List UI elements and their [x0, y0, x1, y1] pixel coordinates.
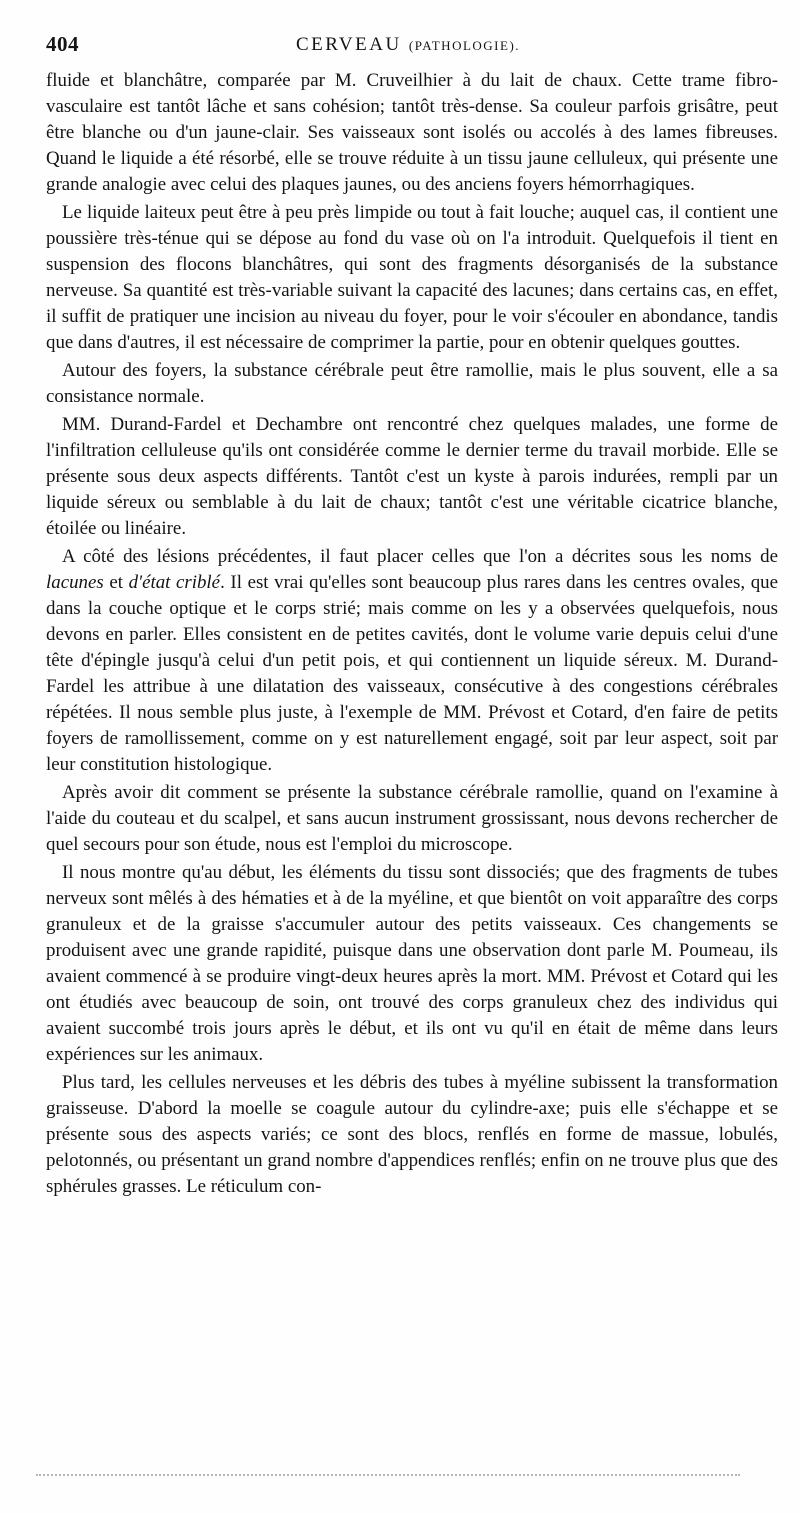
paragraph-6: Après avoir dit comment se présente la substance cérébrale ramollie, quand on l'examine à l'aide du couteau et du scalpel, et sans aucun instrument grossissant, nous devons rechercher de quel secours pour son étude, nous est l'emploi du microscope.: [46, 782, 778, 855]
paragraph-2: Le liquide laiteux peut être à peu près limpide ou tout à fait louche; auquel cas, il contient une poussière très-ténue qui se dépose au fond du vase où on l'a introduit. Quelquefois il tient en suspension des flocons blanchâtres, qui sont des fragments désorganisés de la substance nerveuse. Sa quantité est très-variable suivant la capacité des lacunes; dans certains cas, en effet, il suffit de pratiquer une incision au niveau du foyer, pour le voir s'écouler en abondance, tandis que dans d'autres, il est nécessaire de comprimer la partie, pour en obtenir quelques gouttes.: [46, 202, 778, 353]
paragraph-8: Plus tard, les cellules nerveuses et les débris des tubes à myéline subissent la transformation graisseuse. D'abord la moelle se coagule autour du cylindre-axe; puis elle s'échappe et se présente sous des aspects variés; ce sont des blocs, renflés en forme de massue, lobulés, pelotonnés, ou présentant un grand nombre d'appendices renflés; enfin on ne trouve plus que des sphérules grasses. Le réticulum con-: [46, 1072, 778, 1197]
term-lacunes: lacunes: [46, 572, 104, 593]
paragraph-3: Autour des foyers, la substance cérébrale peut être ramollie, mais le plus souvent, elle a sa consistance normale.: [46, 360, 778, 407]
paragraph-7: Il nous montre qu'au début, les éléments du tissu sont dissociés; que des fragments de tubes nerveux sont mêlés à des hématies et à de la myéline, et que bientôt on voit apparaître des corps granuleux et de la graisse s'accumuler autour des petits vaisseaux. Ces changements se produisent avec une grande rapidité, puisque dans une observation dont parle M. Poumeau, ils avaient commencé à se produire vingt-deux heures après la mort. MM. Prévost et Cotard qui les ont étudiés avec beaucoup de soin, ont trouvé des corps granuleux chez des individus qui avaient succombé trois jours après le début, et ils ont vu qu'il en était de même dans leurs expériences sur les animaux.: [46, 862, 778, 1065]
paragraph-4: MM. Durand-Fardel et Dechambre ont rencontré chez quelques malades, une forme de l'infiltration celluleuse qu'ils ont considérée comme le dernier terme du travail morbide. Elle se présente sous deux aspects différents. Tantôt c'est un kyste à parois indurées, rempli par un liquide séreux ou semblable à du lait de chaux; tantôt c'est une véritable cicatrice blanche, étoilée ou linéaire.: [46, 414, 778, 539]
term-etat-crible: d'état criblé: [128, 572, 221, 593]
page-header: [46, 32, 770, 62]
body-text: [46, 68, 778, 1202]
paragraph-5-start: A côté des lésions précédentes, il faut placer celles que l'on a décrites sous les noms de: [62, 546, 778, 567]
running-title: [46, 34, 770, 56]
paragraph-5-rest: . Il est vrai qu'elles sont beaucoup plus rares dans les centres ovales, que dans la couche optique et le corps strié; mais comme on les y a observées quelquefois, nous devons en parler. Elles consistent en de petites cavités, dont le volume varie depuis celui d'une tête d'épingle jusqu'à celui d'un petit pois, et qui contiennent un liquide séreux. M. Durand-Fardel les attribue à une dilatation des vaisseaux, consécutive à des congestions cérébrales répétées. Il nous semble plus juste, à l'exemple de MM. Prévost et Cotard, d'en faire de petits foyers de ramollissement, comme on y est naturellement engagé, soit par leur aspect, soit par leur constitution histologique.: [46, 572, 778, 775]
running-title-main: CERVEAU: [295, 34, 402, 55]
paragraph-5-conjunction: et: [103, 572, 129, 593]
paragraph-1: fluide et blanchâtre, comparée par M. Cruveilhier à du lait de chaux. Cette trame fibro-vasculaire est tantôt lâche et sans cohésion; tantôt très-dense. Sa couleur parfois grisâtre, peut être blanche ou d'un jaune-clair. Ses vaisseaux sont isolés ou accolés à des lames fibreuses. Quand le liquide a été résorbé, elle se trouve réduite à un tissu jaune celluleux, qui présente une grande analogie avec celui des plaques jaunes, ou des anciens foyers hémorrhagiques.: [46, 70, 778, 195]
page-number: 404: [46, 32, 79, 56]
paragraph-5: [46, 544, 778, 778]
bottom-dotted-rule: [36, 1474, 740, 1476]
running-title-subtitle: (PATHOLOGIE).: [408, 38, 521, 53]
